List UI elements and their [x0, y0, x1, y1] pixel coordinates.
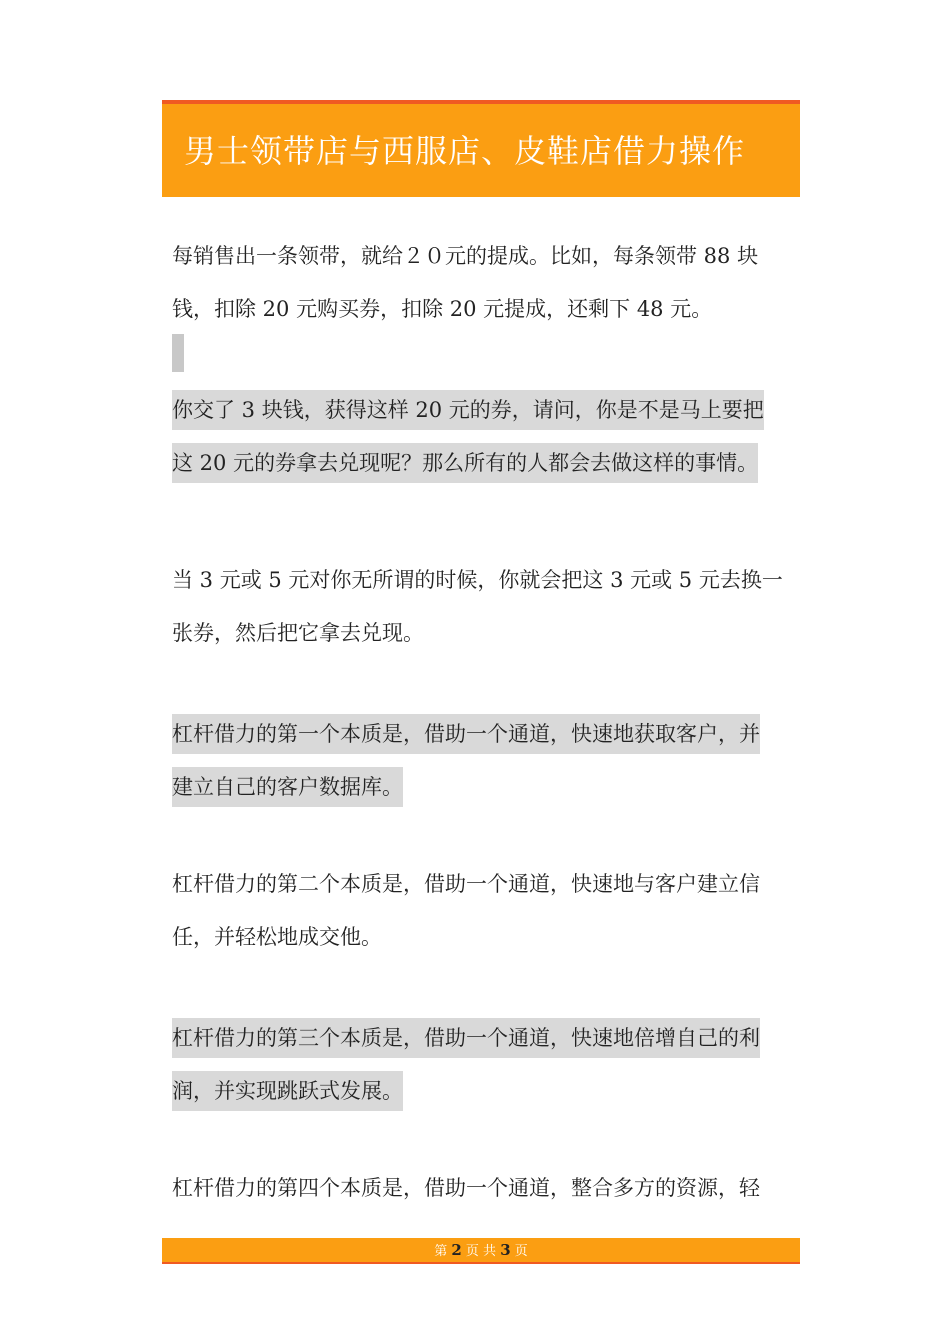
page-footer [162, 1238, 800, 1264]
paragraph-line: 每销售出一条领带，就给２０元的提成。比如，每条领带 88 块 [172, 244, 759, 268]
paragraph-5 [172, 858, 792, 964]
paragraph-line: 杠杆借力的第四个本质是，借助一个通道，整合多方的资源，轻 [172, 1176, 760, 1200]
footer-middle: 页 共 [465, 1244, 497, 1259]
title-banner [162, 100, 800, 197]
paragraph-line: 润，并实现跳跃式发展。 [172, 1065, 792, 1118]
paragraph-line: 这 20 元的券拿去兑现呢？那么所有的人都会去做这样的事情。 [172, 437, 792, 490]
footer-prefix: 第 [434, 1244, 448, 1259]
page-title: 男士领带店与西服店、皮鞋店借力操作 [184, 132, 746, 170]
paragraph-line: 任，并轻松地成交他。 [172, 925, 382, 949]
highlight-marker [172, 334, 184, 372]
paragraph-line: 当 3 元或 5 元对你无所谓的时候，你就会把这 3 元或 5 元去换一 [172, 568, 783, 592]
paragraph-line: 你交了 3 块钱，获得这样 20 元的券，请问，你是不是马上要把 [172, 384, 792, 437]
paragraph-line: 杠杆借力的第一个本质是，借助一个通道，快速地获取客户，并 [172, 708, 792, 761]
paragraph-line: 杠杆借力的第三个本质是，借助一个通道，快速地倍增自己的利 [172, 1012, 792, 1065]
paragraph-2-highlighted [172, 384, 792, 490]
paragraph-1 [172, 230, 792, 336]
paragraph-3 [172, 554, 792, 660]
paragraph-line: 建立自己的客户数据库。 [172, 761, 792, 814]
paragraph-line: 钱，扣除 20 元购买券，扣除 20 元提成，还剩下 48 元。 [172, 297, 713, 321]
footer-suffix: 页 [514, 1244, 528, 1259]
paragraph-line: 杠杆借力的第二个本质是，借助一个通道，快速地与客户建立信 [172, 872, 760, 896]
paragraph-4-highlighted [172, 708, 792, 814]
paragraph-6-highlighted [172, 1012, 792, 1118]
current-page-number: 2 [451, 1241, 462, 1259]
paragraph-7 [172, 1162, 792, 1215]
total-pages-number: 3 [500, 1241, 511, 1259]
paragraph-line: 张券，然后把它拿去兑现。 [172, 621, 424, 645]
